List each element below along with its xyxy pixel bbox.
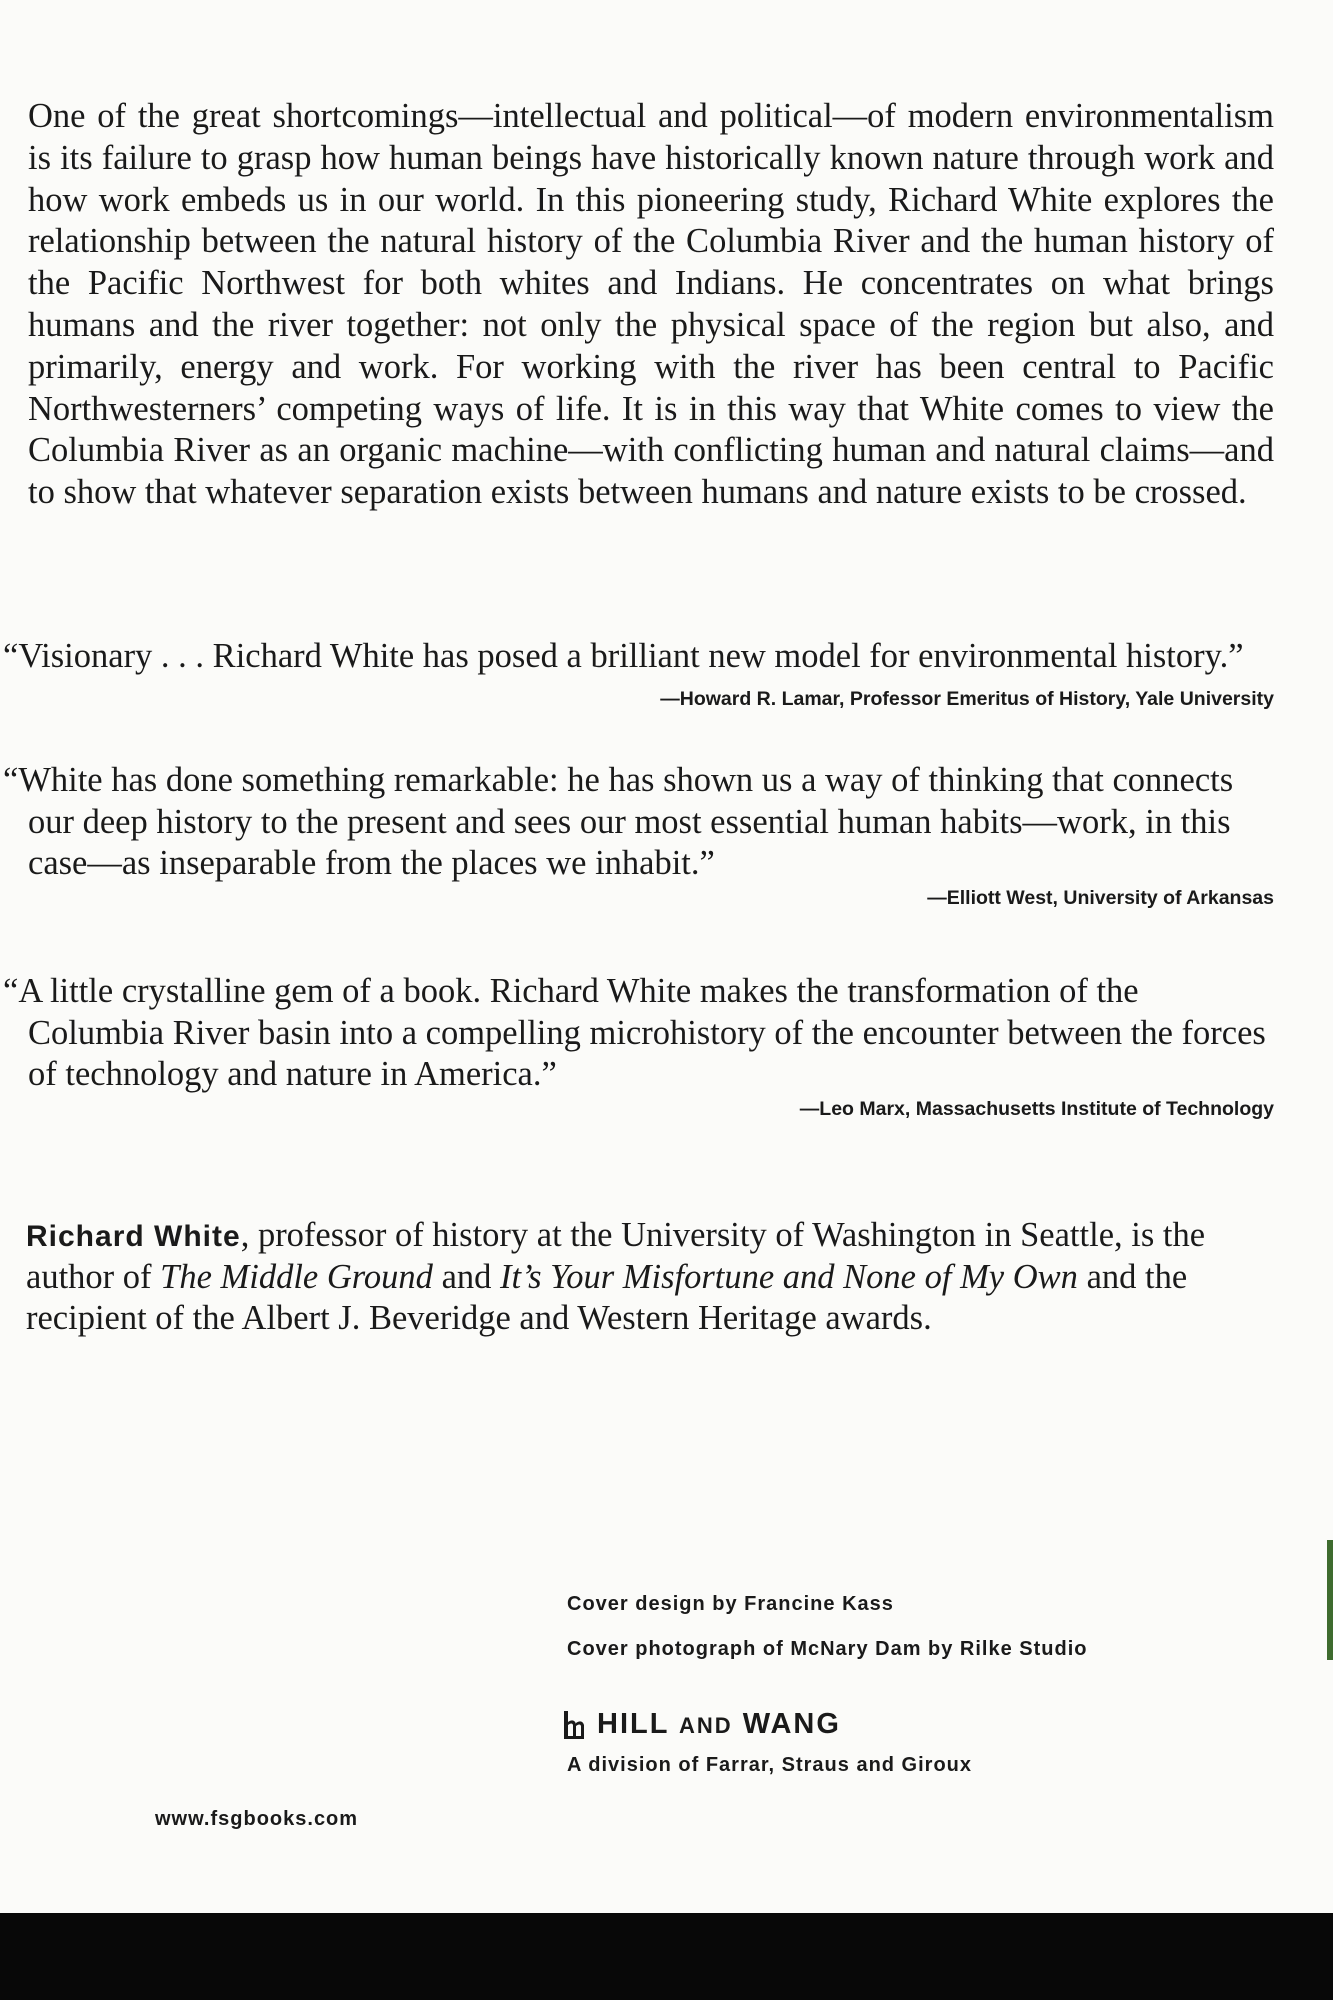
author-bio (26, 1215, 1276, 1339)
quote-text: “White has done something remarkable: he has shown us a way of thinking that connects our deep history to the present and sees our most essential human habits—work, in this case—as inseparable from the places we inhabit.” (3, 761, 1234, 882)
cover-design-credit: Cover design by Francine Kass (567, 1593, 894, 1615)
book-description: One of the great shortcomings—intellectual and political—of modern environmentalism is its failure to grasp how human beings have historically known nature through work and how work embeds us in our world. In this pioneering study, Richard White explores the relationship between the natural history of the Columbia River and the human history of the Pacific Northwest for both whites and Indians. He concentrates on what brings humans and the river together: not only the physical space of the region but also, and primarily, energy and work. For working with the river has been central to Pacific Northwesterners’ competing ways of life. It is in this way that White comes to view the Columbia River as an organic machine—with conflicting human and natural claims—and to show that whatever separation exists between humans and nature exists to be crossed. (28, 97, 1274, 512)
book-title: The Middle Ground (160, 1258, 433, 1296)
author-name: Richard White (26, 1220, 241, 1253)
quote-attribution: —Leo Marx, Massachusetts Institute of Technology (799, 1097, 1274, 1120)
review-quote (3, 636, 1274, 710)
bio-text: and (432, 1258, 501, 1296)
quote-text: “A little crystalline gem of a book. Richard White makes the transformation of the Columbia River basin into a compelling microhistory of the encounter between the forces of technology and nature in America.” (3, 972, 1266, 1093)
publisher-division: A division of Farrar, Straus and Giroux (567, 1754, 973, 1776)
quote-attribution: —Howard R. Lamar, Professor Emeritus of History, Yale University (660, 688, 1274, 710)
website-url: www.fsgbooks.com (155, 1808, 359, 1830)
review-quote (3, 760, 1274, 911)
bio-text: and the recipient of the Albert J. Beveridge and Western Heritage awards. (26, 1258, 1188, 1337)
cover-edge-strip (1327, 1540, 1333, 1660)
quote-attribution: —Elliott West, University of Arkansas (927, 886, 1274, 909)
review-quote (3, 971, 1274, 1122)
bottom-black-band (0, 1913, 1333, 2000)
hill-and-wang-logo-icon (563, 1710, 585, 1740)
publisher-imprint (563, 1708, 841, 1741)
bio-text: , professor of history at the University of Washington in Seattle, is the author of (26, 1216, 1206, 1296)
cover-photo-credit: Cover photograph of McNary Dam by Rilke Studio (567, 1638, 1088, 1660)
publisher-name: HILL AND WANG (597, 1708, 841, 1740)
book-title: It’s Your Misfortune and None of My Own (500, 1258, 1078, 1296)
quote-text: “Visionary . . . Richard White has posed a brilliant new model for environmental history.” (3, 637, 1244, 675)
